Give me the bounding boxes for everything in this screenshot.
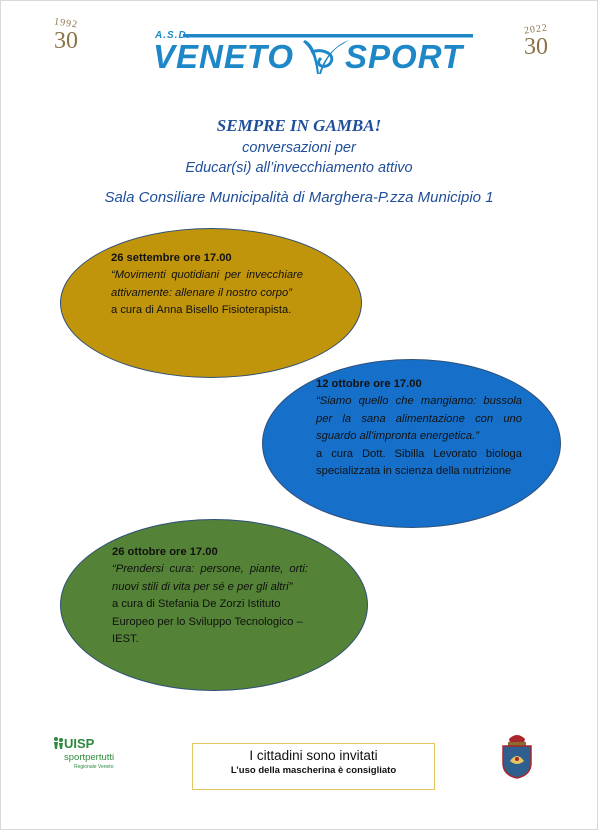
uisp-figures-icon bbox=[52, 736, 64, 750]
event-title: SEMPRE IN GAMBA! bbox=[216, 116, 382, 135]
municipal-crest-icon bbox=[500, 731, 534, 779]
notice-line-2: L’uso della mascherina è consigliato bbox=[230, 765, 397, 776]
uisp-logo bbox=[60, 734, 140, 774]
uisp-name: UISP bbox=[64, 736, 95, 751]
event-3 bbox=[112, 544, 308, 648]
uisp-tagline: sportpertutti bbox=[64, 752, 115, 763]
event-1-topic: “Movimenti quotidiani per invecchiare attivamente: allenare il nostro corpo” bbox=[111, 269, 303, 299]
veneto-sport-logo bbox=[153, 30, 475, 76]
venue: Sala Consiliare Municipalità di Marghera-P.zza Municipio 1 bbox=[104, 189, 494, 206]
logo-word-veneto: VENETO bbox=[153, 38, 295, 75]
event-3-speaker: a cura di Stefania De Zorzi Istituto Europeo per lo Sviluppo Tecnologico – IEST. bbox=[112, 598, 303, 646]
event-1-date: 26 settembre ore 17.00 bbox=[111, 252, 232, 264]
event-subtitle-1: conversazioni per bbox=[242, 140, 356, 156]
event-2-topic: “Siamo quello che mangiamo: bussola per la sana alimentazione con uno sguardo all’impronta energetica.” bbox=[316, 395, 522, 443]
event-3-date: 26 ottobre ore 17.00 bbox=[112, 546, 218, 558]
anniversary-right bbox=[524, 24, 548, 59]
logo-word-sport: SPORT bbox=[345, 38, 464, 75]
anniversary-right-number: 30 bbox=[524, 34, 548, 60]
event-2-speaker: a cura Dott. Sibilla Levorato biologa specializzata in scienza della nutrizione bbox=[316, 447, 522, 478]
anniversary-left-number: 30 bbox=[54, 28, 78, 54]
anniversary-left-year: 1992 bbox=[53, 16, 79, 31]
invitation-notice bbox=[192, 743, 435, 790]
notice-line-1: I cittadini sono invitati bbox=[249, 748, 378, 763]
event-subtitle-2: Educar(si) all’invecchiamento attivo bbox=[185, 160, 413, 176]
uisp-region: Regionale Veneto bbox=[74, 764, 114, 770]
event-1-speaker: a cura di Anna Bisello Fisioterapista. bbox=[111, 304, 292, 317]
anniversary-right-year: 2022 bbox=[523, 22, 549, 37]
event-2 bbox=[316, 376, 522, 480]
logo-prefix: A.S.D. bbox=[155, 30, 191, 41]
anniversary-left bbox=[54, 18, 78, 53]
event-3-topic: “Prendersi cura: persone, piante, orti: nuovi stili di vita per sé e per gli altri” bbox=[112, 563, 308, 593]
event-2-date: 12 ottobre ore 17.00 bbox=[316, 378, 422, 390]
event-1 bbox=[111, 250, 303, 320]
